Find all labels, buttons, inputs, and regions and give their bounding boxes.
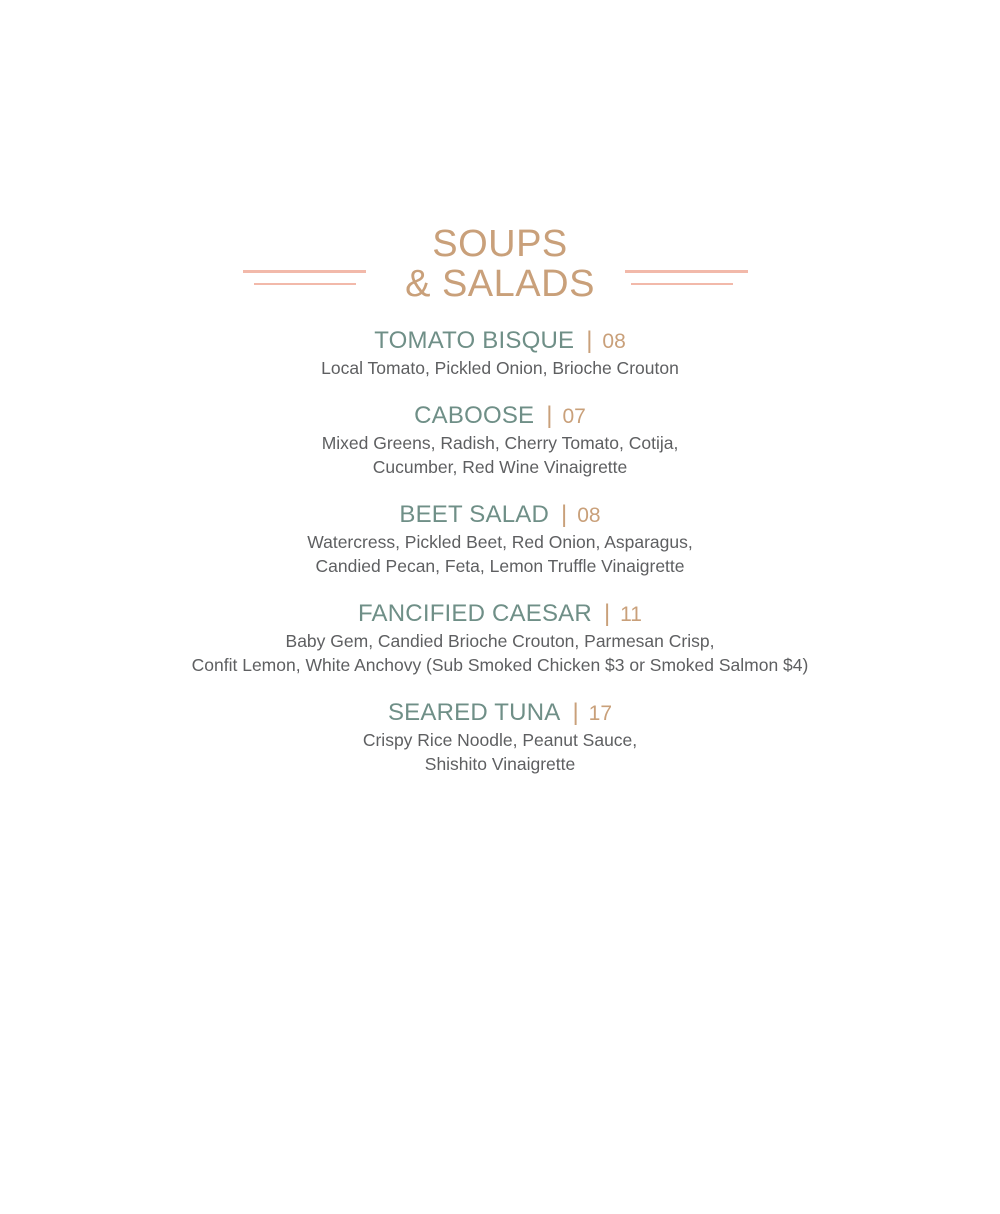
- menu-item-price: 08: [602, 330, 626, 353]
- menu-item-description-line1: Baby Gem, Candied Brioche Crouton, Parmesan Crisp,: [285, 631, 715, 651]
- menu-item-description-line1: Watercress, Pickled Beet, Red Onion, Asparagus,: [307, 532, 693, 552]
- menu-item-heading: [0, 698, 1000, 728]
- price-separator: |: [603, 600, 611, 627]
- menu-item-description-line1: Crispy Rice Noodle, Peanut Sauce,: [362, 730, 638, 750]
- menu-item-caboose: [0, 401, 1000, 479]
- menu-item-description-line1: Mixed Greens, Radish, Cherry Tomato, Cotija,: [321, 433, 679, 453]
- price-separator: |: [586, 327, 593, 354]
- menu-item-seared-tuna: [0, 698, 1000, 776]
- menu-item-fancified-caesar: [0, 599, 1000, 677]
- menu-item-description-line2: Cucumber, Red Wine Vinaigrette: [372, 457, 628, 477]
- menu-items-list: [0, 326, 1000, 797]
- menu-item-name: SEARED TUNA: [387, 699, 561, 726]
- menu-item-description-line2: Candied Pecan, Feta, Lemon Truffle Vinaigrette: [315, 556, 685, 576]
- menu-item-tomato-bisque: [0, 326, 1000, 380]
- price-separator: |: [561, 501, 568, 528]
- menu-item-heading: [0, 401, 1000, 431]
- menu-item-heading: [0, 500, 1000, 530]
- menu-item-beet-salad: [0, 500, 1000, 578]
- menu-item-description: Local Tomato, Pickled Onion, Brioche Crouton: [321, 358, 679, 378]
- menu-item-price: 07: [562, 405, 586, 428]
- menu-item-price: 11: [620, 603, 642, 626]
- section-header: [0, 222, 1000, 306]
- menu-item-name: FANCIFIED CAESAR: [358, 600, 592, 627]
- menu-item-name: BEET SALAD: [399, 501, 550, 528]
- menu-item-name: CABOOSE: [414, 402, 535, 429]
- price-separator: |: [572, 699, 579, 726]
- menu-item-heading: [0, 599, 1000, 629]
- price-separator: |: [546, 402, 553, 429]
- section-title-line2: & SALADS: [405, 263, 595, 305]
- menu-item-description-line2: Shishito Vinaigrette: [424, 754, 576, 774]
- menu-item-description-line2: Confit Lemon, White Anchovy (Sub Smoked Chicken $3 or Smoked Salmon $4): [191, 655, 809, 675]
- menu-item-name: TOMATO BISQUE: [374, 327, 575, 354]
- menu-item-price: 08: [577, 504, 601, 527]
- menu-item-price: 17: [588, 702, 613, 725]
- section-title-line1: SOUPS: [432, 223, 568, 265]
- menu-item-heading: [0, 326, 1000, 356]
